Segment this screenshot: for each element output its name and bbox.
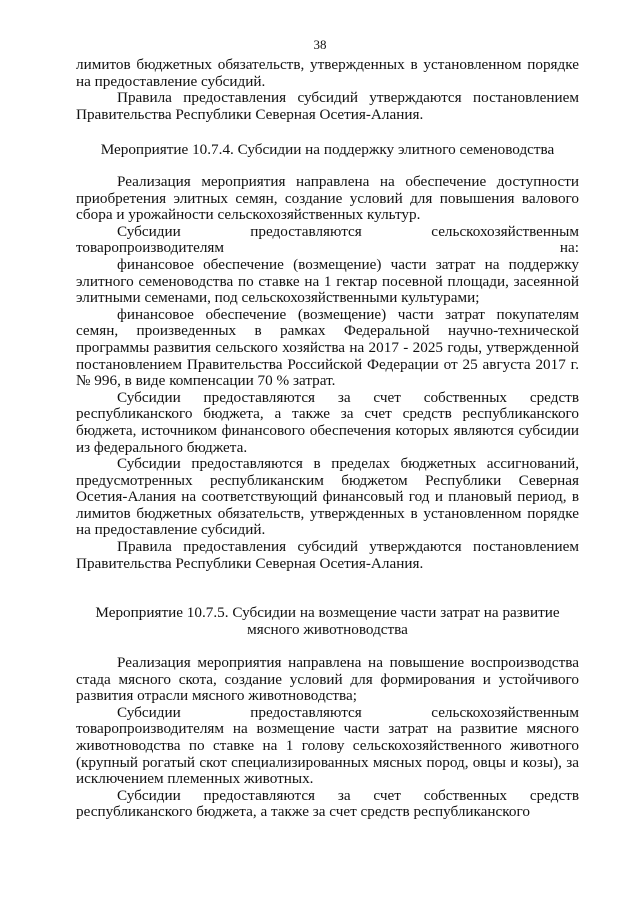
paragraph: Субсидии предоставляются в пределах бюджетных ассигнований, предусмотренных республиканским бюджетом Республики Северная Осетия-Алания на соответствующий финансовый год и плановый период, в лимитов бюджетных обязательств, утвержденных в установленном порядке на предоставление субсидий.	[76, 455, 579, 539]
paragraph-rules: Правила предоставления субсидий утверждаются постановлением Правительства Республики Северная Осетия-Алания.	[76, 89, 579, 123]
heading-line: Мероприятие 10.7.5. Субсидии на возмещение части затрат на развитие	[95, 604, 560, 621]
paragraph: Субсидии предоставляются сельскохозяйственным товаропроизводителям на возмещение части затрат на развитие мясного животноводства по ставке на 1 голову сельскохозяйственного животного (крупный рогатый скот специализированных мясных пород, овцы и козы), за исключением племенных животных.	[76, 703, 579, 788]
paragraph: Субсидии предоставляются сельскохозяйственным товаропроизводителям на:	[76, 222, 579, 257]
paragraph: Правила предоставления субсидий утверждаются постановлением Правительства Республики Северная Осетия-Алания.	[76, 538, 579, 572]
paragraph: финансовое обеспечение (возмещение) части затрат покупателям семян, произведенных в рамках Федеральной научно-технической программы развития сельского хозяйства на 2017 - 2025 годы, утвержденной постановлением Правительства Российской Федерации от 25 августа 2017 г. № 996, в виде компенсации 70 % затрат.	[76, 305, 579, 390]
paragraph: финансовое обеспечение (возмещение) части затрат на поддержку элитного семеноводства по ставке на 1 гектар посевной площади, засеянной элитными семенами, под сельскохозяйственными культурами;	[76, 255, 579, 307]
paragraph: Субсидии предоставляются за счет собственных средств республиканского бюджета, а также за счет средств республиканского бюджета, источником финансового обеспечения которых являются субсидии из федерального бюджета.	[76, 388, 579, 456]
page-number: 38	[313, 37, 327, 52]
paragraph: Реализация мероприятия направлена на обеспечение доступности приобретения элитных семян, создание условий для повышения валового сбора и урожайности сельскохозяйственных культур.	[76, 173, 579, 224]
heading-line: мясного животноводства	[247, 620, 408, 638]
section-heading-10-7-4: Мероприятие 10.7.4. Субсидии на поддержку элитного семеноводства	[100, 141, 555, 158]
paragraph: Субсидии предоставляются за счет собственных средств республиканского бюджета, а также за счет средств республиканского	[76, 786, 579, 821]
section-heading-10-7-5	[76, 605, 579, 638]
paragraph-continuation: лимитов бюджетных обязательств, утвержденных в установленном порядке на предоставление субсидий.	[76, 56, 579, 90]
top-text-block	[76, 57, 579, 123]
paragraph: Реализация мероприятия направлена на повышение воспроизводства стада мясного скота, создание условий для формирования и устойчивого развития отрасли мясного животноводства;	[76, 654, 579, 705]
section-2-body	[76, 655, 579, 821]
section-1-body	[76, 174, 579, 572]
